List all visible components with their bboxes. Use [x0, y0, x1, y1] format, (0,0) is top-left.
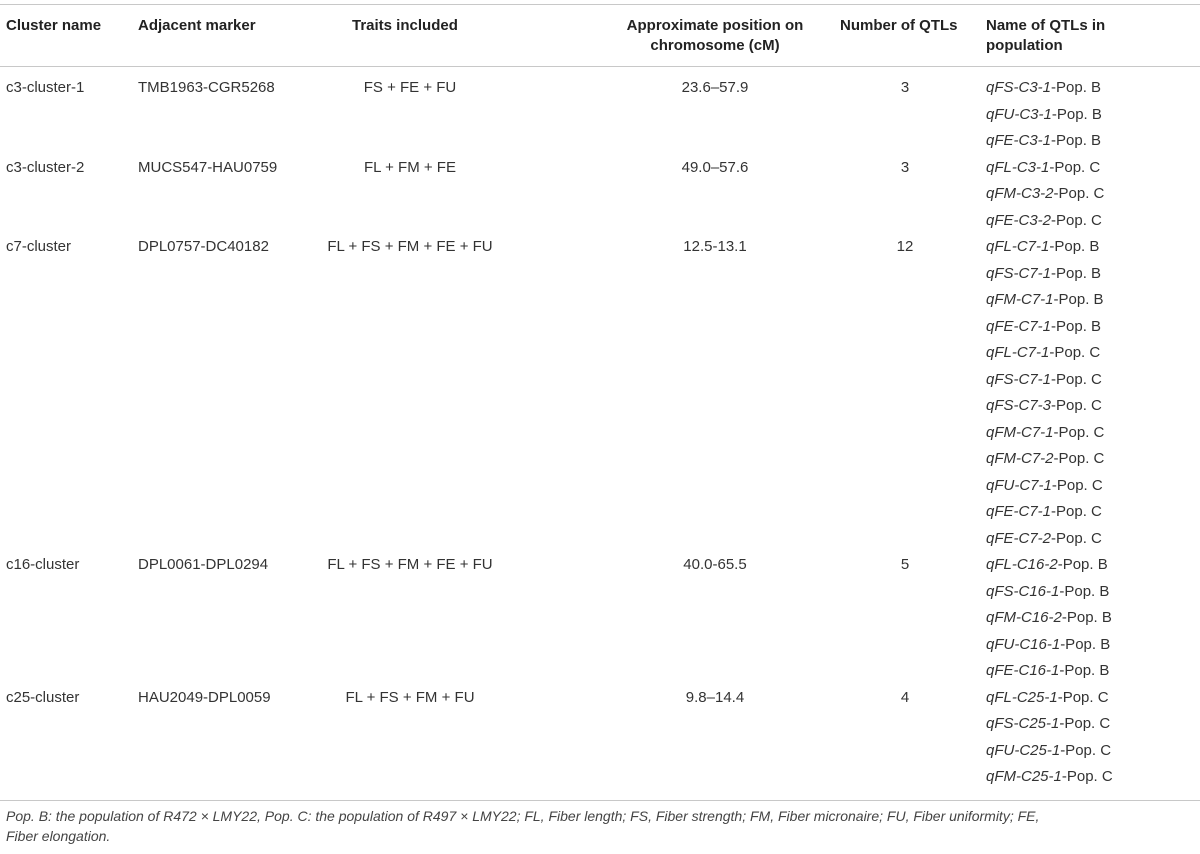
cell-traits-included: FL + FS + FM + FU	[345, 688, 475, 706]
qtl-name-list	[986, 552, 1112, 685]
qtl-name: qFS-C25-1	[986, 715, 1060, 732]
qtl-name-list	[986, 155, 1104, 235]
header-qtl-names-line2: population	[986, 37, 1063, 54]
table-bottom-rule	[0, 800, 1200, 801]
qtl-population: -Pop. C	[1053, 423, 1105, 441]
table-footnote	[6, 806, 1194, 846]
cell-adjacent-marker: MUCS547-HAU0759	[138, 158, 278, 176]
header-adjacent-marker: Adjacent marker	[138, 17, 256, 34]
qtl-name-item	[986, 393, 1104, 420]
qtl-name-item	[986, 128, 1102, 155]
footnote-line-2: Fiber elongation.	[6, 828, 111, 844]
cell-number-qtls: 3	[900, 79, 910, 96]
qtl-population: -Pop. C	[1049, 158, 1101, 176]
cell-adjacent-marker: DPL0757-DC40182	[138, 238, 269, 255]
qtl-population: -Pop. B	[1053, 291, 1104, 308]
qtl-name-item	[986, 632, 1112, 659]
qtl-name: qFL-C3-1	[986, 158, 1050, 176]
footnote-line-1: Pop. B: the population of R472 × LMY22, Pop. C: the population of R497 × LMY22; FL, Fiber length; FS, Fiber strength; FM, Fiber micronaire; FU, Fiber uniformity; FE,	[6, 808, 1040, 824]
qtl-population: -Pop. B	[1057, 556, 1108, 573]
qtl-name: qFE-C3-1	[986, 132, 1052, 149]
table-row	[0, 75, 1200, 155]
cell-traits-included: FL + FS + FM + FE + FU	[327, 556, 493, 573]
qtl-name-item	[986, 155, 1104, 182]
qtl-name-item	[986, 605, 1112, 632]
qtl-name-item	[986, 473, 1104, 500]
qtl-name: qFE-C7-1	[986, 503, 1052, 520]
qtl-population: -Pop. B	[1051, 79, 1102, 96]
qtl-population: -Pop. C	[1059, 715, 1111, 732]
qtl-name-item	[986, 75, 1102, 102]
qtl-name: qFL-C25-1	[986, 688, 1058, 706]
qtl-name-item	[986, 658, 1112, 685]
qtl-name: qFU-C3-1	[986, 105, 1052, 123]
qtl-name-list	[986, 685, 1113, 791]
qtl-name: qFU-C16-1	[986, 635, 1061, 653]
qtl-name: qFS-C7-3	[986, 397, 1052, 414]
qtl-name-item	[986, 526, 1104, 553]
cell-position: 49.0–57.6	[681, 158, 749, 176]
header-qtl-names-line1: Name of QTLs in	[986, 17, 1106, 34]
table-row	[0, 234, 1200, 552]
qtl-name-item	[986, 340, 1104, 367]
qtl-name-item	[986, 685, 1113, 712]
header-position-line1: Approximate position on	[626, 17, 804, 34]
qtl-name-item	[986, 552, 1112, 579]
qtl-name: qFM-C25-1	[986, 768, 1062, 785]
cell-traits-included: FS + FE + FU	[363, 79, 457, 96]
qtl-name-item	[986, 420, 1104, 447]
qtl-name-item	[986, 711, 1113, 738]
qtl-name: qFS-C7-1	[986, 264, 1052, 282]
cell-traits-included: FL + FS + FM + FE + FU	[327, 238, 493, 255]
cell-number-qtls: 5	[900, 556, 910, 573]
qtl-population: -Pop. C	[1051, 529, 1102, 547]
qtl-name-item	[986, 579, 1112, 606]
cell-position: 12.5-13.1	[683, 238, 747, 255]
qtl-population: -Pop. C	[1053, 450, 1105, 467]
qtl-name-item	[986, 446, 1104, 473]
qtl-name: qFM-C7-2	[986, 450, 1054, 467]
qtl-name: qFS-C7-1	[986, 370, 1052, 388]
qtl-population: -Pop. C	[1051, 476, 1103, 494]
cell-traits-included: FL + FM + FE	[364, 158, 456, 176]
qtl-name-list	[986, 75, 1102, 155]
table-row	[0, 685, 1200, 791]
qtl-name: qFE-C7-1	[986, 317, 1052, 335]
cell-cluster-name: c3-cluster-1	[6, 79, 85, 96]
header-traits-included: Traits included	[352, 17, 458, 34]
qtl-name: qFE-C7-2	[986, 529, 1052, 547]
header-position-line2: chromosome (cM)	[650, 37, 780, 54]
cell-cluster-name: c3-cluster-2	[6, 158, 85, 176]
header-number-qtls: Number of QTLs	[840, 17, 958, 34]
cell-position: 9.8–14.4	[685, 688, 745, 706]
qtl-population: -Pop. C	[1053, 185, 1105, 202]
qtl-population: -Pop. B	[1060, 635, 1111, 653]
qtl-name-item	[986, 102, 1102, 129]
qtl-name-item	[986, 314, 1104, 341]
qtl-name-item	[986, 234, 1104, 261]
qtl-name: qFS-C16-1	[986, 582, 1060, 600]
cell-adjacent-marker: HAU2049-DPL0059	[138, 688, 271, 706]
qtl-population: -Pop. C	[1051, 211, 1102, 229]
qtl-name-item	[986, 499, 1104, 526]
cell-adjacent-marker: DPL0061-DPL0294	[138, 556, 269, 573]
qtl-population: -Pop. C	[1060, 741, 1112, 759]
qtl-name: qFM-C16-2	[986, 609, 1062, 626]
cell-number-qtls: 3	[900, 158, 910, 176]
table-header-rule	[0, 66, 1200, 67]
qtl-name-item	[986, 764, 1113, 791]
qtl-name-item	[986, 287, 1104, 314]
cell-cluster-name: c7-cluster	[6, 238, 72, 255]
cell-number-qtls: 12	[896, 238, 914, 255]
cell-cluster-name: c16-cluster	[6, 556, 80, 573]
qtl-name: qFU-C7-1	[986, 476, 1052, 494]
qtl-name-item	[986, 208, 1104, 235]
qtl-name: qFU-C25-1	[986, 741, 1061, 759]
qtl-name-list	[986, 234, 1104, 552]
qtl-population: -Pop. C	[1057, 688, 1109, 706]
qtl-population: -Pop. C	[1051, 503, 1102, 520]
qtl-name: qFM-C3-2	[986, 185, 1054, 202]
cell-number-qtls: 4	[900, 688, 910, 706]
qtl-name: qFE-C16-1	[986, 662, 1060, 679]
cell-cluster-name: c25-cluster	[6, 688, 80, 706]
qtl-name: qFM-C7-1	[986, 423, 1054, 441]
qtl-population: -Pop. C	[1061, 768, 1113, 785]
qtl-name: qFE-C3-2	[986, 211, 1052, 229]
cell-position: 23.6–57.9	[681, 79, 749, 96]
qtl-population: -Pop. C	[1051, 370, 1102, 388]
table-row	[0, 552, 1200, 685]
qtl-population: -Pop. B	[1061, 609, 1112, 626]
qtl-name: qFL-C7-1	[986, 344, 1050, 361]
qtl-name-item	[986, 738, 1113, 765]
qtl-population: -Pop. B	[1059, 582, 1110, 600]
qtl-population: -Pop. B	[1059, 662, 1110, 679]
qtl-population: -Pop. B	[1051, 317, 1102, 335]
qtl-population: -Pop. B	[1049, 238, 1100, 255]
cell-adjacent-marker: TMB1963-CGR5268	[138, 79, 275, 96]
qtl-name-item	[986, 181, 1104, 208]
qtl-population: -Pop. B	[1051, 132, 1102, 149]
table-top-rule	[0, 4, 1200, 5]
qtl-population: -Pop. C	[1049, 344, 1101, 361]
qtl-name: qFL-C7-1	[986, 238, 1050, 255]
qtl-name: qFM-C7-1	[986, 291, 1054, 308]
qtl-name: qFS-C3-1	[986, 79, 1052, 96]
header-cluster-name: Cluster name	[6, 17, 102, 34]
qtl-name-item	[986, 367, 1104, 394]
qtl-population: -Pop. B	[1051, 105, 1102, 123]
qtl-population: -Pop. B	[1051, 264, 1102, 282]
header-position	[560, 16, 870, 56]
table-header	[0, 16, 1200, 60]
qtl-name: qFL-C16-2	[986, 556, 1058, 573]
header-qtl-names	[986, 16, 1105, 56]
table-row	[0, 155, 1200, 235]
qtl-population: -Pop. C	[1051, 397, 1102, 414]
qtl-name-item	[986, 261, 1104, 288]
cell-position: 40.0-65.5	[683, 556, 747, 573]
